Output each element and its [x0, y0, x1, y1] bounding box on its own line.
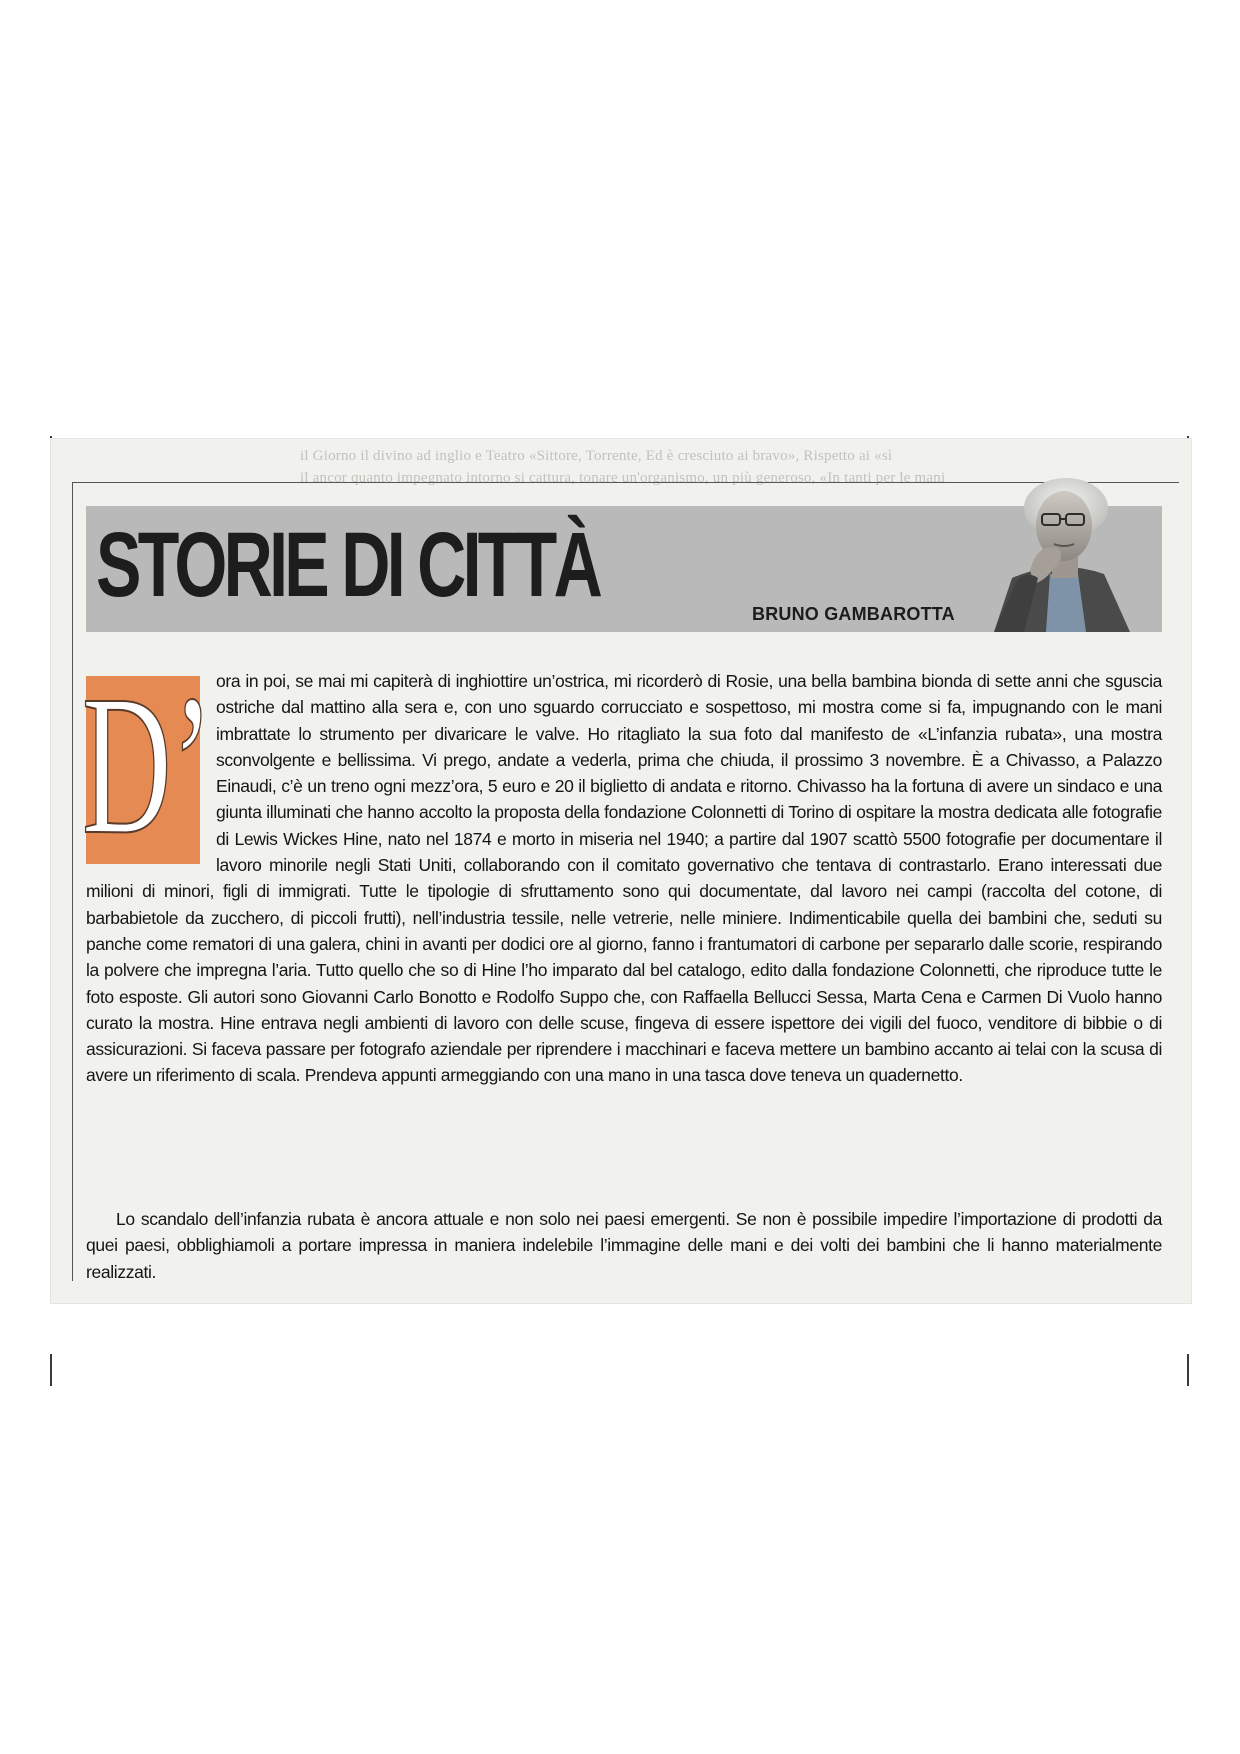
rubric-title: STORIE DI CITTÀ	[96, 514, 600, 616]
paragraph-1-text: ora in poi, se mai mi capiterà di inghiottire un’ostrica, mi ricorderò di Rosie, una bella bambina bionda di sette anni che sguscia ostriche dal mattino alla sera e, con uno sguardo corrucciato e sospettoso, mi mostra come si fa, impugnando con le mani imbrattate lo strumento per divaricare le valve. Ho ritagliato la sua foto dal manifesto de «L’infanzia rubata», una mostra sconvolgente e bellissima. Vi prego, andate a vederla, prima che chiuda, il prossimo 3 novembre. È a Chivasso, a Palazzo Einaudi, c’è un treno ogni mezz’ora, 5 euro e 20 il biglietto di andata e ritorno. Chivasso ha la fortuna di avere un sindaco e una giunta illuminati che hanno accolto la proposta della fondazione Colonnetti di Torino di ospitare la mostra dedicata alle fotografie di Lewis Wickes Hine, nato nel 1874 e morto in miseria nel 1940; a partire dal 1907 scattò 5500 fotografie per documentare il lavoro minorile negli Stati Uniti, collaborando con il comitato governativo che tentava di contrastarlo. Erano interessati due milioni di minori, figli di immigrati. Tutte le tipologie di sfruttamento sono qui documentate, dal lavoro nei campi (raccolta del cotone, di barbabietole da zucchero, di piccoli frutti), nell’industria tessile, nelle vetrerie, nelle miniere. Indimenticabile quella dei bambini che, seduti su panche come rematori di una galera, chini in avanti per dodici ore al giorno, fanno i frantumatori di carbone per separarlo dalle scorie, respirando la polvere che impregna l’aria. Tutto quello che so di Hine l’ho imparato dal bel catalogo, edito dalla fondazione Colonnetti, che riproduce tutte le foto esposte. Gli autori sono Giovanni Carlo Bonotto e Rodolfo Suppo che, con Raffaella Bellucci Sessa, Marta Cena e Carmen Di Vuolo hanno curato la mostra. Hine entrava negli ambienti di lavoro con delle scuse, fingeva di essere ispettore dei vigili del fuoco, venditore di bibbie o di assicurazioni. Si faceva passare per fotografo aziendale per riprendere i macchinari e faceva mettere un bambino accanto ai telai con la scusa di avere un riferimento di scala. Prendeva appunti armeggiando con una mano in una tasca dove teneva un quadernetto.	[86, 671, 1162, 1086]
bleed-text-top-1: il Giorno il divino ad inglio e Teatro «Sittore, Torrente, Ed è cresciuto ai bravo», Rispetto ai «sì	[300, 448, 893, 464]
article-body-paragraph-1	[86, 668, 1162, 1089]
dropcap-letter: D’	[82, 655, 213, 876]
author-byline: BRUNO GAMBAROTTA	[752, 604, 955, 624]
bleed-text-top-2: il ancor quanto impegnato intorno si cattura, tonare un'organismo, un più generoso, «In tanti per le mani	[300, 470, 946, 486]
article-body-paragraph-2: Lo scandalo dell’infanzia rubata è ancora attuale e non solo nei paesi emergenti. Se non è possibile impedire l’importazione di prodotti da quei paesi, obblighiamoli a portare impressa in maniera indelebile l’immagine delle mani e dei volti dei bambini che li hanno materialmente realizzati.	[86, 1209, 1162, 1282]
author-portrait-illustration	[954, 470, 1162, 632]
dropcap-space	[86, 668, 216, 878]
author-portrait	[954, 470, 1162, 632]
crop-mark-bottom-left	[50, 1354, 52, 1386]
crop-mark-bottom-right	[1187, 1354, 1189, 1386]
